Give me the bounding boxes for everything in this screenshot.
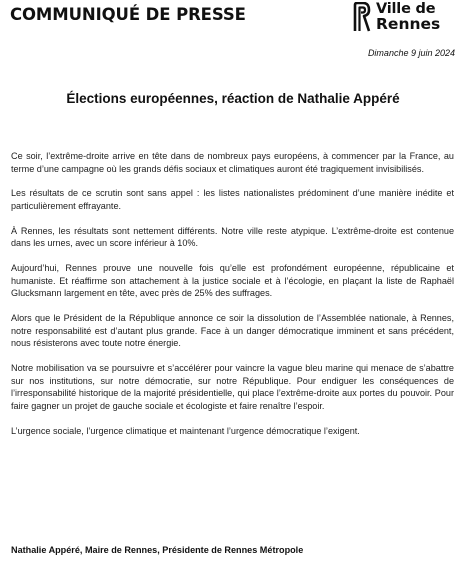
paragraph: Ce soir, l’extrême-droite arrive en tête dans de nombreux pays européens, à commencer par la France, au terme d’une campagne où les grands défis sociaux et climatiques auront été tragiquement invisibilisés. (11, 151, 454, 174)
page-title: Élections européennes, réaction de Nathalie Appéré (66, 91, 400, 106)
logo-line-2: Rennes (376, 15, 441, 33)
paragraph: Alors que le Président de la République annonce ce soir la dissolution de l’Assemblée nationale, à Rennes, notre responsabilité est d’autant plus grande. Face à un danger démocratique imminent et sans précédent, nous résisterons avec toute notre énergie. (11, 313, 454, 349)
signature: Nathalie Appéré, Maire de Rennes, Présidente de Rennes Métropole (11, 545, 304, 555)
rennes-r-logo-icon (352, 2, 372, 32)
paragraph: Les résultats de ce scrutin sont sans appel : les listes nationalistes prédominent d’une manière inédite et particulièrement effrayante. (11, 188, 454, 211)
paragraph: Aujourd’hui, Rennes prouve une nouvelle fois qu’elle est profondément européenne, républicaine et humaniste. Et réaffirme son attachement à la justice sociale et à l’écologie, en plaçant la liste de Raphaël Glucksmann largement en tête, avec près de 25% des suffrages. (11, 263, 454, 299)
city-logo (352, 2, 462, 34)
press-release-label: COMMUNIQUÉ DE PRESSE (10, 5, 246, 24)
paragraph: L’urgence sociale, l’urgence climatique et maintenant l’urgence démocratique l’exigent. (11, 425, 360, 436)
logo-line-1: Ville de (376, 1, 436, 17)
paragraph: Notre mobilisation va se poursuivre et s’accélérer pour vaincre la vague bleu marine qui menace de s’abattre sur nos institutions, sur notre démocratie, sur notre République. Pour endiguer les conséquences de l’irresponsabilité historique de la majorité présidentielle, qui place l’extrême-droite aux portes du pouvoir. Pour faire gagner un projet de gauche sociale et écologiste et faire renaître l’espoir. (11, 363, 454, 411)
paragraph: À Rennes, les résultats sont nettement différents. Notre ville reste atypique. L’extrême-droite est contenue dans les urnes, avec un score inférieur à 10%. (11, 225, 454, 249)
body-text (11, 150, 454, 449)
release-date: Dimanche 9 juin 2024 (367, 48, 455, 58)
